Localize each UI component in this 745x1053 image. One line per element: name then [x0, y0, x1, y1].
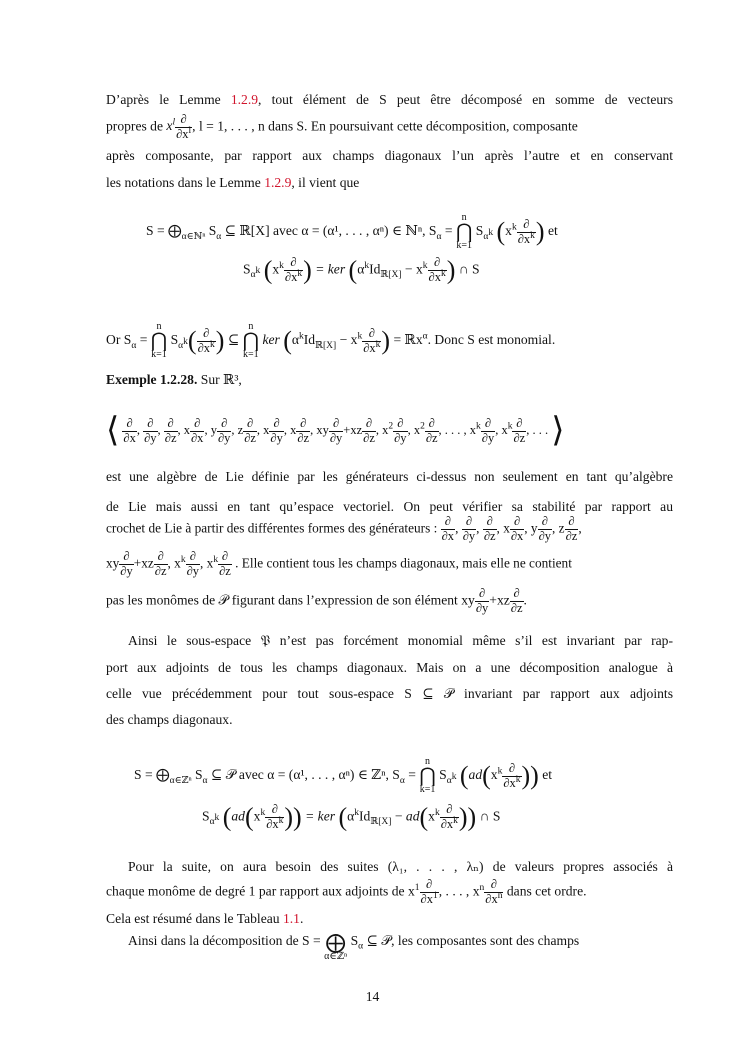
big-cap: n ⋂ k=1	[455, 212, 473, 251]
p3-line5: pas les monômes de 𝒫 figurant dans l’expression de son élément xy $\frac{\partial}{\partial y}$ +xz $\frac{\partial}{\partial z}$ .	[106, 586, 527, 615]
p6-line1: Ainsi dans la décomposition de S = ⨁ α∈ℤⁿ $S_\alpha$ ⊆ 𝒫, les composantes sont des champs	[128, 932, 580, 962]
or-line: Or $S_\alpha = n$ ⋂ k=1 $S_{\alpha^k}$( $\frac{\partial}{\partial x^k}$ ) ⊆ n ⋂ k=1 ker ($\alpha^kId_{ℝ[X]} - x^k$ $\frac{\partial}{\partial x^k}$ ) = ℝx$^\alpha$. Donc S est monomial.	[106, 321, 556, 360]
page-number: 14	[365, 989, 380, 1004]
lemma-reference-2[interactable]: 1.2.9	[264, 175, 292, 190]
p5-line2: chaque monôme de degré 1 par rapport aux adjoints de $x^1$ $\frac{\partial}{\partial x^1}$ , . . . , $x^n$ $\frac{\partial}{\partial x^n}$ dans cet ordre.	[106, 877, 587, 906]
equation-2-line1: $S = ⨁_{\alpha\in ℤ^n}$ $S_\alpha$ ⊆ 𝒫 avec α = (α¹, . . . , αⁿ) ∈ ℤⁿ, $S_\alpha = n$ ⋂ k=1 $S_{\alpha^k}$ ($ad(x^k$ $\frac{\partial}{\partial x^k}$ )) et	[134, 756, 553, 795]
p3-line3: crochet de Lie à partir des différentes formes des générateurs : $\frac{\partial}{\partial x}$ , $\frac{\partial}{\partial y}$ , $\frac{\partial}{\partial z}$ , x $\frac{\partial}{\partial x}$ , y $\frac{\partial}{\partial y}$ , z $\frac{\partial}{\partial z}$ ,	[106, 514, 582, 543]
p1-line2: propres de $x^l$ $\frac{\partial}{\partial x^l}$ , l = 1, . . . , n dans S. En poursuivant cette décomposition, composante	[106, 112, 578, 141]
p1-line3-wrap	[106, 146, 673, 166]
paragraph-1	[106, 90, 673, 110]
p4-line2-wrap	[106, 658, 673, 678]
p3-line1: est une algèbre de Lie définie par les générateurs ci-dessus non seulement en tant qu’algèbre	[106, 469, 673, 484]
p3-line4: xy $\frac{\partial}{\partial y}$ +xz $\frac{\partial}{\partial z}$ , $x^k$ $\frac{\partial}{\partial y}$ , $x^k$ $\frac{\partial}{\partial z}$ . Elle contient tous les champs diagonaux, mais elle ne contient	[106, 549, 572, 578]
p4-line1: Ainsi le sous-espace 𝔓 n’est pas forcément monomial même s’il est invariant par rap-	[128, 633, 673, 648]
p1-line1: D’après le Lemme 1.2.9, tout élément de S peut être décomposé en somme de vecteurs	[106, 92, 673, 107]
p3-line2-wrap	[106, 497, 673, 517]
example-heading: Exemple 1.2.28. Sur ℝ³,	[106, 372, 242, 387]
p5-line1-wrap	[128, 857, 673, 877]
p1-line4: les notations dans le Lemme 1.2.9, il vient que	[106, 175, 360, 190]
table-reference[interactable]: 1.1	[282, 911, 300, 926]
p5-line1: Pour la suite, on aura besoin des suites (λ₁, . . . , λₙ) de valeurs propres associés à	[128, 859, 673, 874]
p4-line1-wrap	[128, 631, 673, 651]
partial-fraction: $\frac{\partial}{\partial x^l}$	[176, 112, 192, 141]
p3-line2: de Lie mais aussi en tant qu’espace vectoriel. On peut vérifier sa stabilité par rapport au	[106, 499, 673, 514]
p1-line3: après composante, par rapport aux champs diagonaux l’un après l’autre et en conservant	[106, 148, 673, 163]
lemma-reference[interactable]: 1.2.9	[230, 92, 259, 107]
p5-line3: Cela est résumé dans le Tableau 1.1.	[106, 911, 304, 926]
p4-line4: des champs diagonaux.	[106, 712, 233, 727]
p4-line3: celle vue précédemment pour tout sous-espace S ⊆ 𝒫 invariant par rapport aux adjoints	[106, 686, 673, 701]
p4-line2: port aux adjoints de tous les champs diagonaux. Mais on a une décomposition analogue à	[106, 660, 673, 675]
equation-2-line2: $S_{\alpha^k}$ ($ad(x^k$ $\frac{\partial}{\partial x^k}$ )) = ker ($\alpha^kId_{ℝ[X]} - ad(x^k$ $\frac{\partial}{\partial x^k}$ )) ∩ S	[202, 802, 501, 832]
generators-set: ⟨ $\frac{\partial}{\partial x}$ , $\frac{\partial}{\partial y}$ , $\frac{\partial}{\partial z}$ , x $\frac{\partial}{\partial x}$ , y $\frac{\partial}{\partial y}$ , z $\frac{\partial}{\partial z}$ , x $\frac{\partial}{\partial y}$ , x $\frac{\partial}{\partial z}$ , xy $\frac{\partial}{\partial y}$ +xz $\frac{\partial}{\partial z}$ , $x^2$ $\frac{\partial}{\partial y}$ , $x^2$ $\frac{\partial}{\partial z}$ , . . . , $x^k$ $\frac{\partial}{\partial y}$ , $x^k$ $\frac{\partial}{\partial z}$ , . . . ⟩	[106, 412, 565, 449]
p3-line1-wrap	[106, 467, 673, 487]
p4-line3-wrap	[106, 684, 673, 704]
equation-1-line1: $S = ⨁_{\alpha\in ℕ^n}$ $S_\alpha$ ⊆ ℝ[X] avec α = (α¹, . . . , αⁿ) ∈ ℕⁿ, $S_\alpha = n$ ⋂ k=1 $S_{\alpha^k}$ ($x^k$ $\frac{\partial}{\partial x^k}$ ) et	[146, 212, 558, 251]
equation-1-line2: $S_{\alpha^k}$ ($x^k$ $\frac{\partial}{\partial x^k}$ ) = ker ($\alpha^kId_{ℝ[X]} - x^k$ $\frac{\partial}{\partial x^k}$ ) ∩ S	[243, 255, 480, 285]
